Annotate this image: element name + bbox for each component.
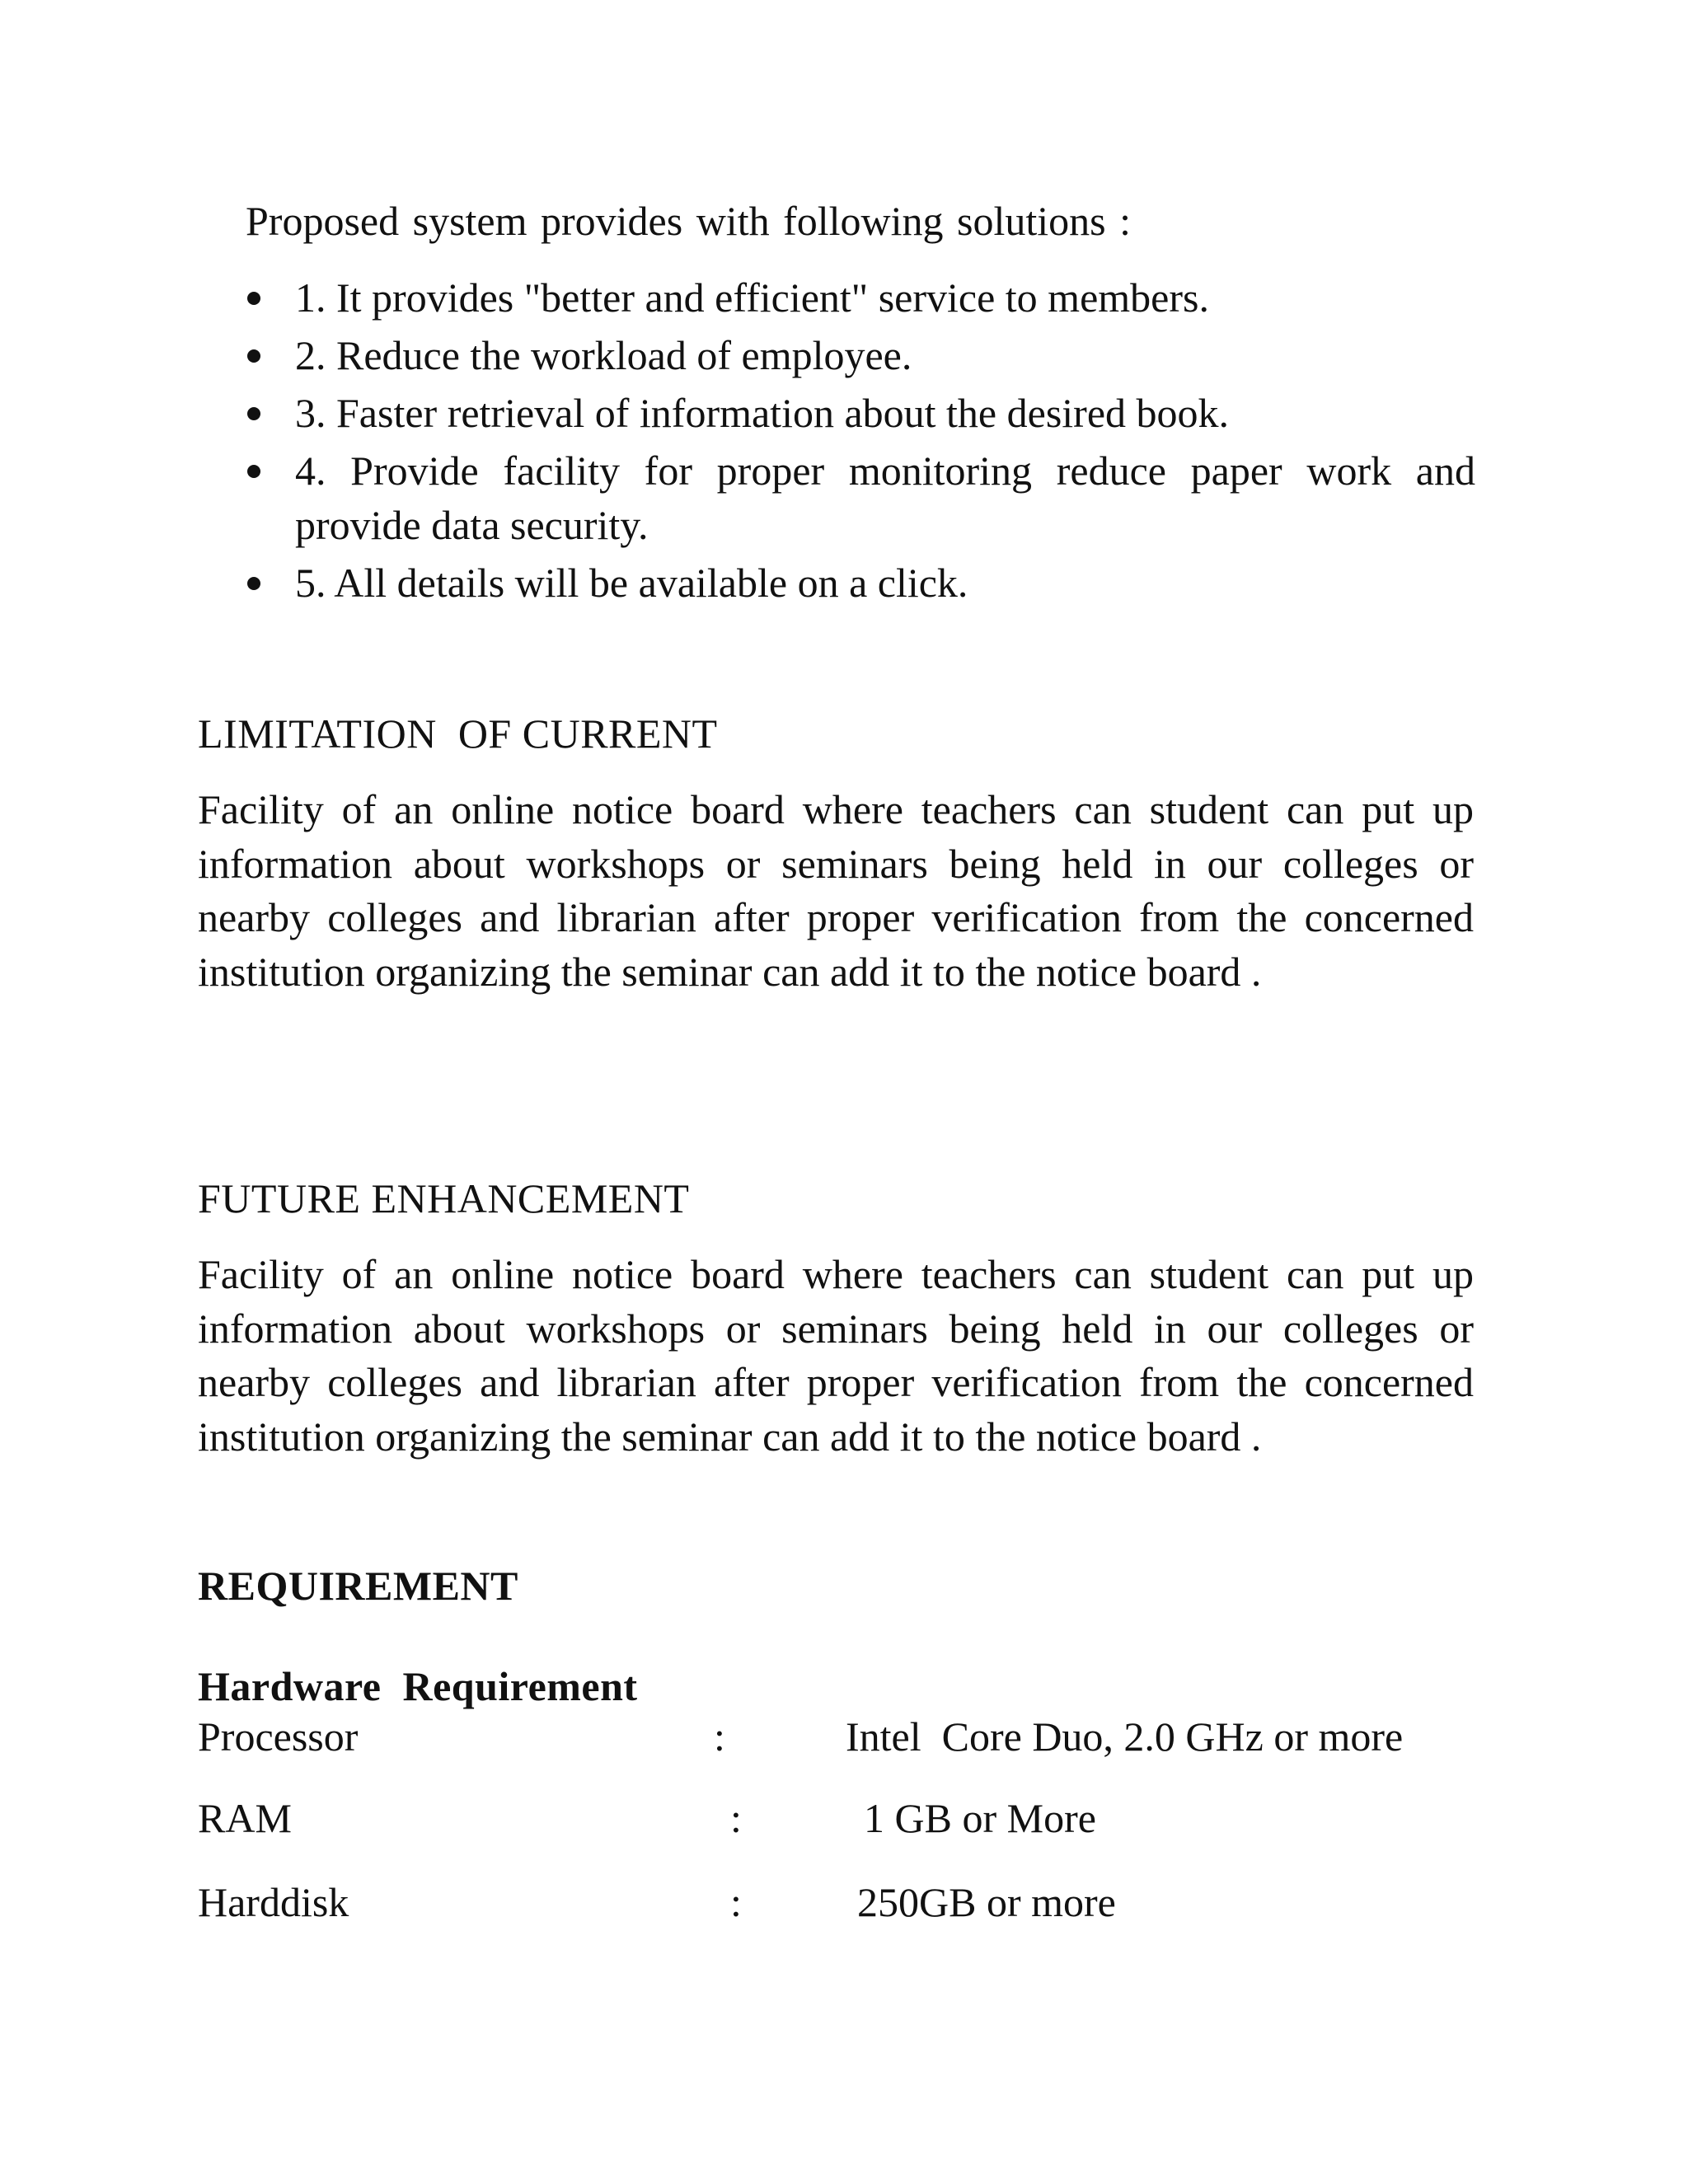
bullet-icon bbox=[247, 292, 260, 305]
future-paragraph: Facility of an online notice board where teachers can student can put up information about workshops or seminars being held in our colleges or nearby colleges and librarian after proper verification from the concerned institution organizing the seminar can add it to the notice board . bbox=[198, 1251, 1474, 1460]
bullet-icon bbox=[247, 465, 260, 478]
intro-text: Proposed system provides with following solutions : bbox=[246, 198, 1131, 244]
list-item-text: 5. All details will be available on a click. bbox=[295, 560, 968, 606]
hardware-separator: : bbox=[730, 1795, 742, 1841]
list-item bbox=[247, 443, 1475, 552]
limitation-heading: LIMITATION OF CURRENT bbox=[198, 710, 718, 757]
hardware-label: Harddisk bbox=[198, 1879, 349, 1925]
hardware-row-ram bbox=[198, 1792, 1484, 1844]
hardware-label: Processor bbox=[198, 1713, 359, 1760]
future-heading: FUTURE ENHANCEMENT bbox=[198, 1175, 690, 1221]
list-item-text: 4. Provide facility for proper monitoring reduce paper work and provide data security. bbox=[295, 448, 1475, 548]
hardware-separator: : bbox=[730, 1879, 742, 1925]
hardware-separator: : bbox=[714, 1713, 725, 1760]
hardware-value: 250GB or more bbox=[857, 1879, 1116, 1925]
list-item bbox=[247, 270, 1475, 325]
hardware-value: 1 GB or More bbox=[864, 1795, 1096, 1841]
list-item-text: 2. Reduce the workload of employee. bbox=[295, 332, 912, 378]
hardware-label: RAM bbox=[198, 1795, 292, 1841]
hardware-row-harddisk bbox=[198, 1876, 1484, 1929]
solutions-list bbox=[247, 270, 1475, 613]
bullet-icon bbox=[247, 577, 260, 590]
limitation-paragraph: Facility of an online notice board where teachers can student can put up information about workshops or seminars being held in our colleges or nearby colleges and librarian after proper verification from the concerned institution organizing the seminar can add it to the notice board . bbox=[198, 786, 1474, 995]
list-item bbox=[247, 328, 1475, 382]
requirement-heading: REQUIREMENT bbox=[198, 1563, 518, 1609]
hardware-row-processor bbox=[198, 1710, 1484, 1763]
list-item-text: 1. It provides "better and efficient" service to members. bbox=[295, 274, 1209, 321]
hardware-value: Intel Core Duo, 2.0 GHz or more bbox=[846, 1713, 1404, 1760]
hardware-requirement-heading: Hardware Requirement bbox=[198, 1663, 638, 1709]
list-item bbox=[247, 386, 1475, 440]
bullet-icon bbox=[247, 349, 260, 363]
list-item-text: 3. Faster retrieval of information about the desired book. bbox=[295, 390, 1230, 436]
bullet-icon bbox=[247, 407, 260, 420]
list-item bbox=[247, 555, 1475, 610]
